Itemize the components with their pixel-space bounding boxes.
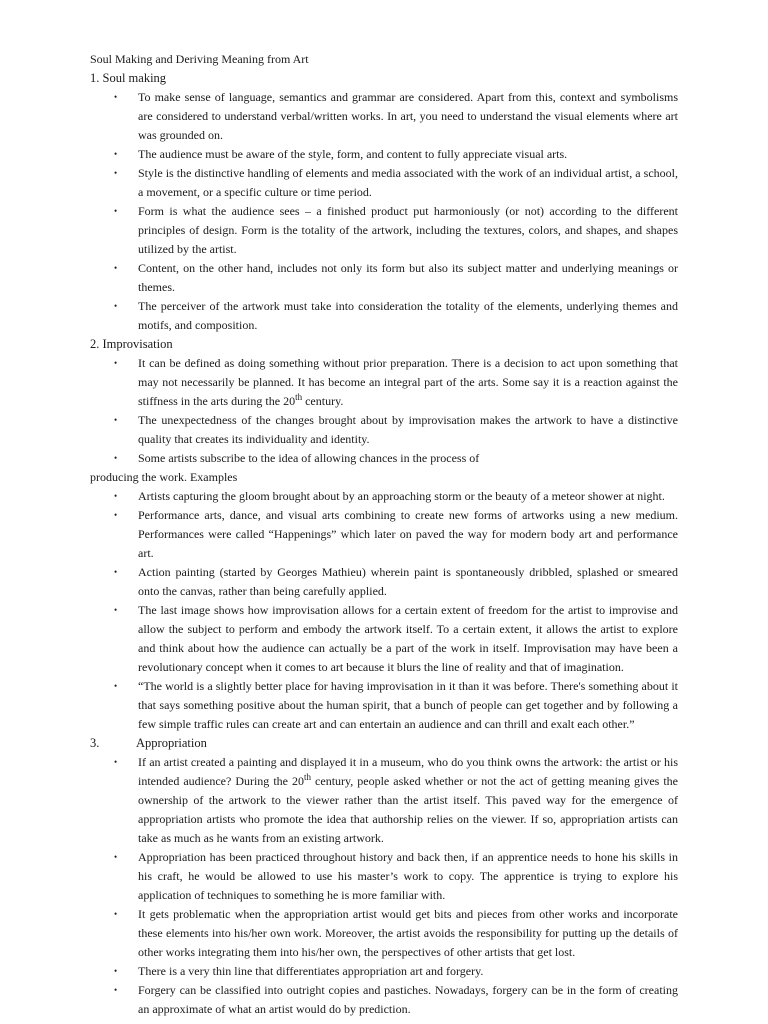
- soul-making-list: [90, 88, 678, 335]
- section-number: 2.: [90, 337, 100, 351]
- bullet-icon: •: [114, 757, 118, 767]
- list-item: • Artists capturing the gloom brought about by an approaching storm or the beauty of a meteor shower at night.: [138, 487, 678, 506]
- section-heading-appropriation: [90, 734, 678, 753]
- bullet-icon: •: [114, 491, 118, 501]
- list-item: • To make sense of language, semantics and grammar are considered. Apart from this, context and symbolisms are considered to understand verbal/written works. In art, you need to understand the visual elements where art was grounded on.: [114, 90, 678, 142]
- bullet-icon: •: [114, 358, 118, 368]
- list-item: • Some artists subscribe to the idea of allowing chances in the process of: [138, 449, 678, 468]
- list-item: • There is a very thin line that differentiates appropriation art and forgery.: [138, 962, 678, 981]
- section-number: 1.: [90, 71, 100, 85]
- bullet-icon: •: [114, 92, 118, 102]
- list-item: • Content, on the other hand, includes not only its form but also its subject matter and underlying meanings or themes.: [114, 261, 678, 294]
- list-item: • Form is what the audience sees – a finished product put harmoniously (or not) according to the different principles of design. Form is the totality of the artwork, including the textures, colors, and shapes, and shapes utilized by the artist.: [114, 204, 678, 256]
- bullet-icon: •: [114, 263, 118, 273]
- bullet-icon: •: [114, 909, 118, 919]
- list-item: • Forgery can be classified into outright copies and pastiches. Nowadays, forgery can be in the form of creating an approximate of what an artist would do by prediction.: [114, 983, 678, 1016]
- list-item: • Style is the distinctive handling of elements and media associated with the work of an individual artist, a school, a movement, or a specific culture or time period.: [114, 166, 678, 199]
- document-page: [90, 50, 678, 1019]
- list-item: • Appropriation has been practiced throughout history and back then, if an apprentice needs to hone his skills in his craft, he would be allowed to use his master’s work to copy. The apprentice is trying to explore his application of techniques to something he is more familiar with.: [114, 850, 678, 902]
- bullet-icon: •: [114, 168, 118, 178]
- list-item: • It can be defined as doing something without prior preparation. There is a decision to act upon something that may not necessarily be planned. It has become an integral part of the arts. Some say it is a reaction against the stiffness in the arts during the 20th century.: [114, 356, 678, 408]
- bullet-icon: •: [114, 149, 118, 159]
- list-item: • Action painting (started by Georges Mathieu) wherein paint is spontaneously dribbled, splashed or smeared onto the canvas, rather than being carefully applied.: [114, 565, 678, 598]
- bullet-icon: •: [114, 415, 118, 425]
- bullet-icon: •: [114, 605, 118, 615]
- list-item: • The last image shows how improvisation allows for a certain extent of freedom for the artist to improvise and allow the subject to perform and embody the artwork itself. To a certain extent, it allows the artist to explore and think about how the audience can actually be a part of the work in itself. Improvisation may have been a revolutionary concept when it comes to art because it blurs the line of reality and that of imagination.: [114, 603, 678, 674]
- section-heading-soul-making: [90, 69, 678, 88]
- bullet-icon: •: [114, 510, 118, 520]
- list-item: • If an artist created a painting and displayed it in a museum, who do you think owns the artwork: the artist or his intended audience? During the 20th century, people asked whether or not the act of getting meaning gives the ownership of the artwork to the viewer rather than the artist itself. This paved way for the emergence of appropriation artists who promote the idea that authorship relies on the viewer. If so, appropriation artists can take as much as he wants from an existing artwork.: [114, 755, 678, 845]
- bullet-icon: •: [114, 681, 118, 691]
- appropriation-list: [90, 753, 678, 1019]
- section-title: Appropriation: [136, 736, 207, 750]
- bullet-icon: •: [114, 966, 118, 976]
- bullet-icon: •: [114, 301, 118, 311]
- improvisation-examples-list: [90, 487, 678, 734]
- document-title: Soul Making and Deriving Meaning from Art: [90, 52, 309, 66]
- section-heading-improvisation: [90, 335, 678, 354]
- section-number: 3.: [90, 736, 100, 750]
- list-item: • The unexpectedness of the changes brought about by improvisation makes the artwork to have a distinctive quality that creates its individuality and identity.: [114, 413, 678, 446]
- section-title: Soul making: [102, 71, 167, 85]
- examples-intro: producing the work. Examples: [90, 470, 238, 484]
- bullet-icon: •: [114, 453, 118, 463]
- bullet-icon: •: [114, 985, 118, 995]
- bullet-icon: •: [114, 206, 118, 216]
- list-item: • The audience must be aware of the style, form, and content to fully appreciate visual arts.: [138, 145, 678, 164]
- list-item: • The perceiver of the artwork must take into consideration the totality of the elements, underlying themes and motifs, and composition.: [114, 299, 678, 332]
- list-item: • It gets problematic when the appropriation artist would get bits and pieces from other works and incorporate these elements into his/her own work. Moreover, the artist avoids the responsibility for putting up the details of other works integrating them into his/her own, the perspectives of other artists that get lost.: [114, 907, 678, 959]
- bullet-icon: •: [114, 852, 118, 862]
- improvisation-list: [90, 354, 678, 468]
- section-title: Improvisation: [102, 337, 173, 351]
- list-item: • “The world is a slightly better place for having improvisation in it than it was before. There's something about it that says something positive about the human spirit, that a bunch of people can get together and by following a few simple traffic rules can create art and can entertain an audience and can thrill and exalt each other.”: [114, 679, 678, 731]
- list-item: • Performance arts, dance, and visual arts combining to create new forms of artworks using a new medium. Performances were called “Happenings” which later on paved the way for modern body art and performance art.: [114, 508, 678, 560]
- bullet-icon: •: [114, 567, 118, 577]
